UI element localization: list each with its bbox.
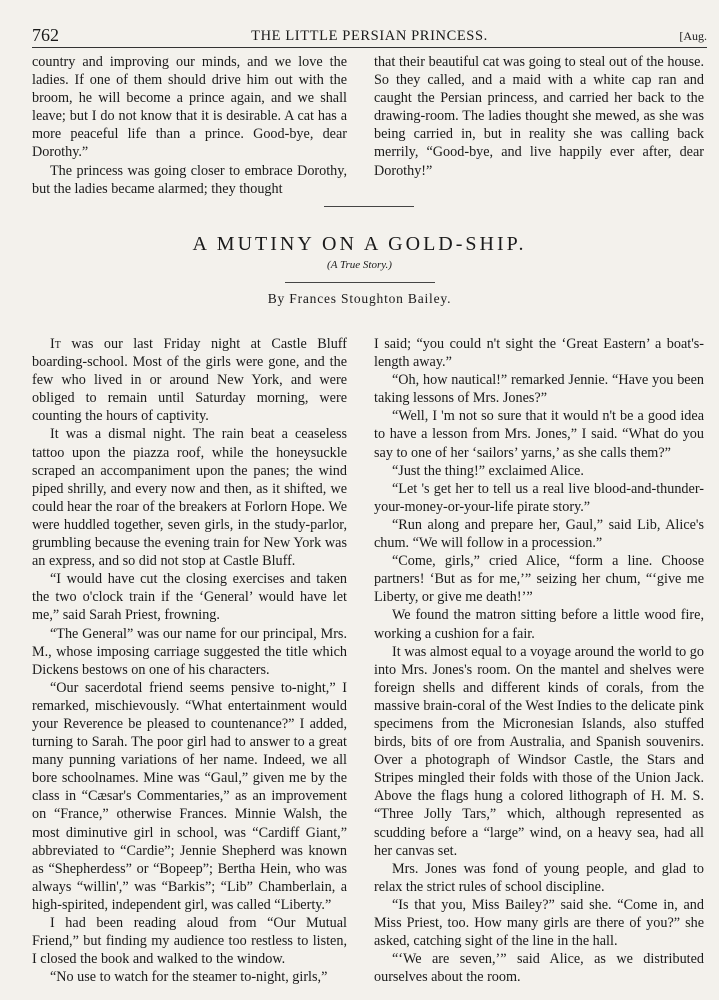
- running-head: [32, 25, 707, 48]
- opening-text: was our last Friday night at Castle Bluff boarding-school. Most of the girls were gone, and the few who lived in or around New York, and were obliged to remain until Saturday morning, were counting the hours of captivity.: [32, 336, 347, 425]
- paragraph: It was a dismal night. The rain beat a ceaseless tattoo upon the piazza roof, while the honeysuckle scraped an accompaniment upon the panes; the wind piped shrilly, and every now and then, as it shifted, we could hear the roar of the breakers at Forlorn Hope. We were huddled together, seven girls, in the study-parlor, grumbling because the evening train for New York was an express, and so did not stop at Castle Bluff.: [32, 426, 347, 570]
- title-rule: [285, 282, 435, 283]
- paragraph: “Come, girls,” cried Alice, “form a line. Choose partners! ‘But as for me,’” seizing her chum, “‘give me Liberty, or give me death!’”: [374, 553, 704, 606]
- paragraph: “The General” was our name for our principal, Mrs. M., whose imposing carriage suggested the title which Dickens bestows on one of his characters.: [32, 625, 347, 678]
- paragraph: country and improving our minds, and we love the ladies. If one of them should drive him out with the broom, he will become a prince again, and we shall leave; but I do not know that it is desirable. A cat has a more peaceful life than a prince. Good-bye, dear Dorothy.”: [32, 54, 347, 161]
- article-title: A MUTINY ON A GOLD-SHIP.: [192, 233, 527, 255]
- paragraph: “Our sacerdotal friend seems pensive to-night,” I remarked, mischievously. “What entertainment would your Reverence be pleased to countenance?” I added, turning to Sarah. The poor girl had to answer to a great many punning variations of her name. Indeed, we all bore schoolnames. Mine was “Gaul,” given me by the class in “Cæsar's Commentaries,” as an improvement on “France,” otherwise Frances. Minnie Walsh, the most diminutive girl in school, was “Cardiff Giant,” abbreviated to “Cardie”; Jennie Shepherd was known as “Shepherdess” or “Bopeep”; Bertha Hein, who was always “willin',” was “Barkis”; “Lib” Chamberlain, a high-spirited, independent girl, was called “Liberty.”: [32, 679, 347, 913]
- article-left-column: [32, 335, 347, 986]
- paragraph: that their beautiful cat was going to steal out of the house. So they called, and a maid with a white cap ran and caught the Persian princess, and carried her back to the drawing-room. The ladies thought she mewed, as she was being carried in, but in reality she was calling back merrily, “Good-bye, and live happily ever after, dear Dorothy!”: [374, 54, 704, 179]
- paragraph: The princess was going closer to embrace Dorothy, but the ladies became alarmed; they thought: [32, 162, 347, 197]
- previous-article-left-column: [32, 53, 347, 198]
- paragraph: I said; “you could n't sight the ‘Great Eastern’ a boat's-length away.”: [374, 336, 704, 371]
- paragraph: “Run along and prepare her, Gaul,” said Lib, Alice's chum. “We will follow in a procession.”: [374, 516, 704, 552]
- opening-paragraph: [32, 335, 347, 425]
- paragraph: “Oh, how nautical!” remarked Jennie. “Have you been taking lessons of Mrs. Jones?”: [374, 372, 704, 407]
- article-subtitle: (A True Story.): [327, 259, 392, 271]
- byline: By Frances Stoughton Bailey.: [267, 291, 452, 306]
- paragraph: I had been reading aloud from “Our Mutual Friend,” but finding my audience too restless to listen, I closed the book and walked to the window.: [32, 915, 347, 968]
- paragraph: “Well, I 'm not so sure that it would n't be a good idea to have a lesson from Mrs. Jones,” I said. “What do you say to one of her ‘sailors’ yarns,’ as she calls them?”: [374, 408, 704, 461]
- section-divider: [324, 206, 414, 207]
- page-number: 762: [32, 25, 59, 45]
- paragraph: “Is that you, Miss Bailey?” said she. “Come in, and Miss Priest, too. How many girls are there of you?” she asked, catching sight of the line in the hall.: [374, 896, 704, 950]
- paragraph: “No use to watch for the steamer to-night, girls,”: [50, 969, 328, 986]
- paragraph: We found the matron sitting before a little wood fire, working a cushion for a fair.: [374, 607, 704, 642]
- previous-article-right-column: [374, 53, 704, 180]
- lead-word: It: [50, 336, 61, 352]
- paragraph: “Let 's get her to tell us a real live blood-and-thunder-your-money-or-your-life pirate story.”: [374, 480, 704, 515]
- issue-month: [Aug.: [679, 29, 707, 43]
- paragraph: “‘We are seven,’” said Alice, as we distributed ourselves about the room.: [374, 951, 704, 986]
- paragraph: It was almost equal to a voyage around the world to go into Mrs. Jones's room. On the mantel and shelves were foreign shells and different kinds of corals, from the massive brain-coral of the West Indies to the delicate pink specimens from the Micronesian Islands, also stuffed birds, bits of ore from Australia, and Spanish souvenirs. Over a photograph of Windsor Castle, the Stars and Stripes mingled their folds with those of the Union Jack. Above the flags hung a colored lithograph of H. M. S. “Three Jolly Tars,” which, although represented as scudding before a “large” wind, on a heavy sea, had all her canvas set.: [374, 643, 704, 859]
- running-title: THE LITTLE PERSIAN PRINCESS.: [251, 28, 488, 44]
- paragraph: Mrs. Jones was fond of young people, and glad to relax the strict rules of school discipline.: [374, 860, 704, 895]
- paragraph: “I would have cut the closing exercises and taken the two o'clock train if the ‘General’ would have let me,” said Sarah Priest, frowning.: [32, 571, 347, 624]
- article-right-column: [374, 335, 704, 986]
- paragraph: “Just the thing!” exclaimed Alice.: [392, 462, 584, 479]
